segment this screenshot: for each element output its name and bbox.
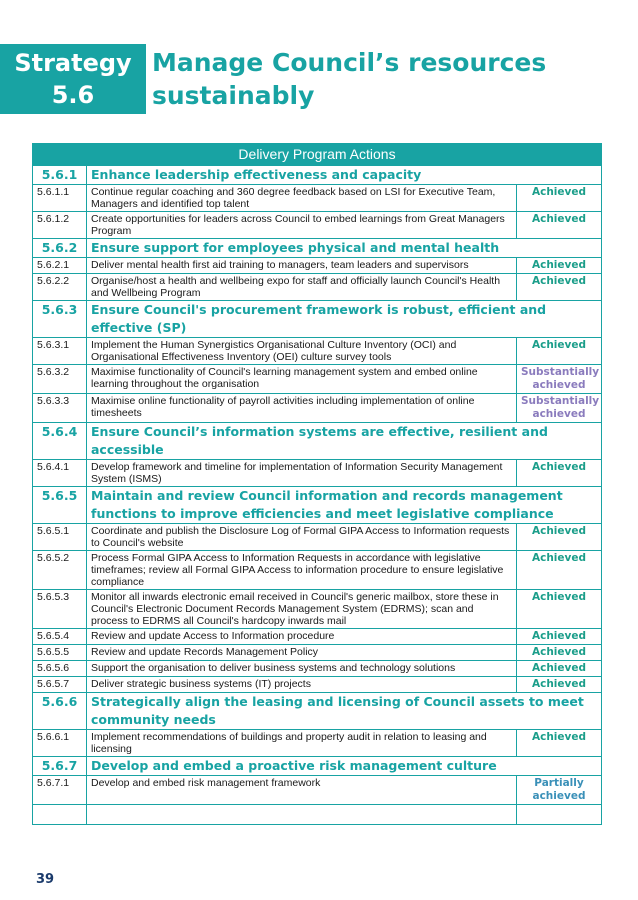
section-row xyxy=(33,693,602,730)
section-row xyxy=(33,487,602,524)
action-code: 5.6.3.3 xyxy=(33,394,87,423)
table-row xyxy=(33,394,602,423)
status-badge: Achieved xyxy=(517,730,602,757)
section-number: 5.6.1 xyxy=(33,166,87,185)
action-code: 5.6.5.6 xyxy=(33,661,87,677)
action-description: Organise/host a health and wellbeing expo for staff and officially launch Council's Health and Wellbeing Program xyxy=(87,274,517,301)
page-number: 39 xyxy=(36,872,55,887)
action-code: 5.6.1.2 xyxy=(33,212,87,239)
action-description: Create opportunities for leaders across Council to embed learnings from Great Managers Program xyxy=(87,212,517,239)
action-description: Deliver mental health first aid training to managers, team leaders and supervisors xyxy=(87,258,517,274)
table-spacer-row xyxy=(33,805,602,825)
table-row xyxy=(33,212,602,239)
table-row xyxy=(33,629,602,645)
section-number: 5.6.4 xyxy=(33,423,87,460)
action-code: 5.6.7.1 xyxy=(33,776,87,805)
status-badge: Achieved xyxy=(517,460,602,487)
action-description: Review and update Access to Information procedure xyxy=(87,629,517,645)
table-heading: Delivery Program Actions xyxy=(33,144,602,166)
section-number: 5.6.3 xyxy=(33,301,87,338)
action-code: 5.6.4.1 xyxy=(33,460,87,487)
table-row xyxy=(33,677,602,693)
status-badge: Achieved xyxy=(517,677,602,693)
table-row xyxy=(33,590,602,629)
section-number: 5.6.2 xyxy=(33,239,87,258)
section-title: Strategically align the leasing and licensing of Council assets to meet community needs xyxy=(87,693,602,730)
strategy-label: Strategy xyxy=(14,49,132,77)
action-code: 5.6.5.1 xyxy=(33,524,87,551)
status-badge: Achieved xyxy=(517,661,602,677)
action-description: Maximise online functionality of payroll activities including implementation of online timesheets xyxy=(87,394,517,423)
empty-cell xyxy=(517,805,602,825)
action-description: Implement recommendations of buildings and property audit in relation to leasing and licensing xyxy=(87,730,517,757)
action-code: 5.6.5.3 xyxy=(33,590,87,629)
table-row xyxy=(33,645,602,661)
action-code: 5.6.5.7 xyxy=(33,677,87,693)
section-title: Maintain and review Council information and records management functions to improve efficiencies and meet legislative compliance xyxy=(87,487,602,524)
section-title: Enhance leadership effectiveness and capacity xyxy=(87,166,602,185)
section-row xyxy=(33,239,602,258)
status-badge: Achieved xyxy=(517,629,602,645)
section-number: 5.6.7 xyxy=(33,757,87,776)
action-description: Develop framework and timeline for implementation of Information Security Management System (ISMS) xyxy=(87,460,517,487)
action-code: 5.6.6.1 xyxy=(33,730,87,757)
strategy-badge xyxy=(0,44,146,114)
section-title: Develop and embed a proactive risk management culture xyxy=(87,757,602,776)
action-description: Deliver strategic business systems (IT) projects xyxy=(87,677,517,693)
table-body xyxy=(33,166,602,825)
section-number: 5.6.5 xyxy=(33,487,87,524)
empty-cell xyxy=(87,805,517,825)
action-code: 5.6.2.1 xyxy=(33,258,87,274)
table-row xyxy=(33,460,602,487)
action-description: Coordinate and publish the Disclosure Log of Formal GIPA Access to Information requests to Council's website xyxy=(87,524,517,551)
page-title: Manage Council’s resources sustainably xyxy=(152,48,547,110)
table-row xyxy=(33,274,602,301)
action-code: 5.6.3.2 xyxy=(33,365,87,394)
empty-cell xyxy=(33,805,87,825)
section-row xyxy=(33,757,602,776)
status-badge: Achieved xyxy=(517,185,602,212)
action-code: 5.6.5.2 xyxy=(33,551,87,590)
table-row xyxy=(33,551,602,590)
action-description: Develop and embed risk management framework xyxy=(87,776,517,805)
action-description: Monitor all inwards electronic email received in Council's generic mailbox, store these in Council's Electronic Document Records Management System (EDRMS); scan and process to EDRMS all Council's hardcopy inwards mail xyxy=(87,590,517,629)
table-row xyxy=(33,661,602,677)
table-row xyxy=(33,338,602,365)
action-code: 5.6.5.4 xyxy=(33,629,87,645)
action-description: Continue regular coaching and 360 degree feedback based on LSI for Executive Team, Managers and identified top talent xyxy=(87,185,517,212)
table-row xyxy=(33,365,602,394)
table-row xyxy=(33,776,602,805)
status-badge: Achieved xyxy=(517,338,602,365)
status-badge: Achieved xyxy=(517,551,602,590)
status-badge: Achieved xyxy=(517,274,602,301)
action-description: Implement the Human Synergistics Organisational Culture Inventory (OCI) and Organisational Effectiveness Inventory (OEI) culture survey tools xyxy=(87,338,517,365)
status-badge: Achieved xyxy=(517,212,602,239)
action-code: 5.6.1.1 xyxy=(33,185,87,212)
action-description: Maximise functionality of Council's learning management system and embed online learning throughout the organisation xyxy=(87,365,517,394)
delivery-program-table xyxy=(32,143,602,825)
section-row xyxy=(33,166,602,185)
action-description: Review and update Records Management Policy xyxy=(87,645,517,661)
section-number: 5.6.6 xyxy=(33,693,87,730)
status-badge: Partially achieved xyxy=(517,776,602,805)
status-badge: Achieved xyxy=(517,258,602,274)
action-code: 5.6.3.1 xyxy=(33,338,87,365)
section-row xyxy=(33,301,602,338)
action-code: 5.6.2.2 xyxy=(33,274,87,301)
section-title: Ensure Council’s information systems are effective, resilient and accessible xyxy=(87,423,602,460)
status-badge: Achieved xyxy=(517,645,602,661)
action-description: Support the organisation to deliver business systems and technology solutions xyxy=(87,661,517,677)
status-badge: Substantially achieved xyxy=(517,365,602,394)
section-row xyxy=(33,423,602,460)
table-row xyxy=(33,258,602,274)
table-row xyxy=(33,730,602,757)
status-badge: Achieved xyxy=(517,590,602,629)
table-row xyxy=(33,524,602,551)
action-description: Process Formal GIPA Access to Information Requests in accordance with legislative timeframes; review all Formal GIPA Access to information procedure to ensure legislative compliance xyxy=(87,551,517,590)
section-title: Ensure Council's procurement framework is robust, efficient and effective (SP) xyxy=(87,301,602,338)
table-row xyxy=(33,185,602,212)
section-title: Ensure support for employees physical and mental health xyxy=(87,239,602,258)
strategy-number: 5.6 xyxy=(51,81,95,109)
status-badge: Achieved xyxy=(517,524,602,551)
status-badge: Substantially achieved xyxy=(517,394,602,423)
action-code: 5.6.5.5 xyxy=(33,645,87,661)
